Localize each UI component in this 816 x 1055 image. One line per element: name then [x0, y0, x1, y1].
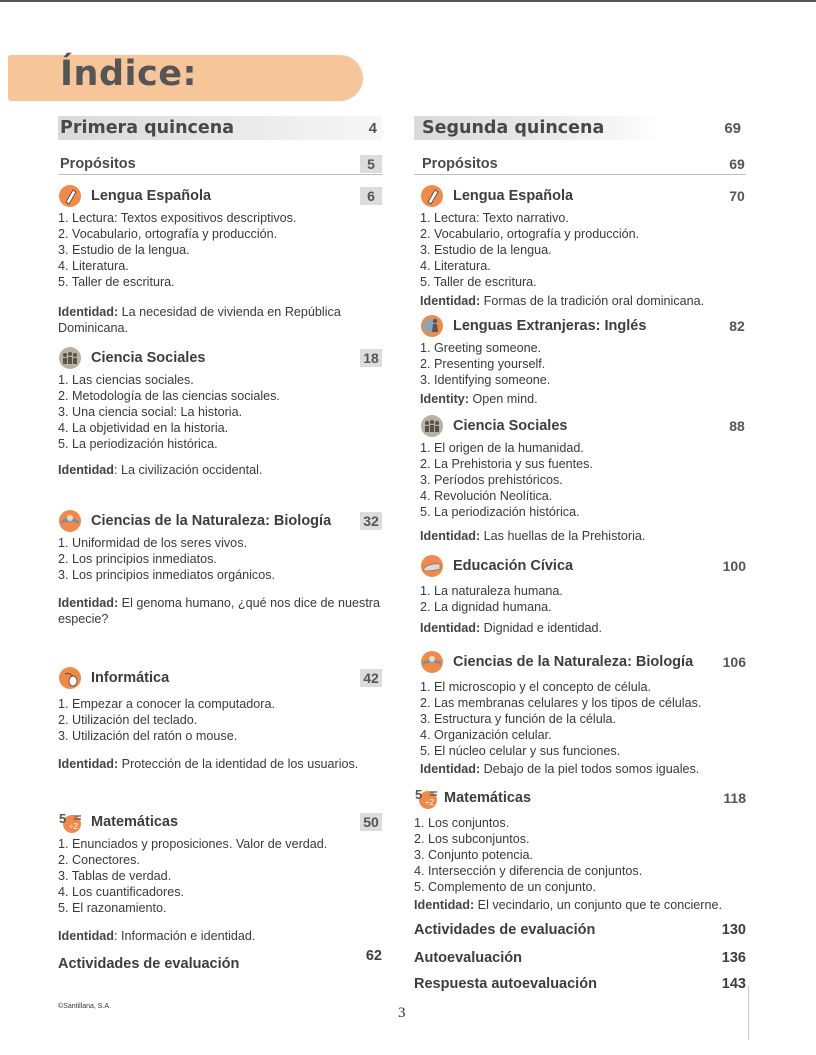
list-item: 5. El núcleo celular y sus funciones.	[420, 744, 621, 758]
topic-list	[420, 210, 746, 290]
autoevaluacion-row[interactable]	[414, 950, 746, 966]
topic-list	[420, 440, 746, 520]
section-header[interactable]	[420, 184, 746, 208]
evaluacion-page: 62	[365, 948, 382, 964]
list-item: 1. Enunciados y proposiciones. Valor de verdad.	[58, 837, 328, 851]
identity-label: Identidad:	[420, 621, 481, 635]
section-ingles	[420, 314, 746, 407]
section-page: 106	[722, 654, 746, 670]
identity-label: Identidad:	[420, 529, 481, 543]
list-item: 3. Los principios inmediatos orgánicos.	[58, 568, 276, 582]
list-item: 2. Las membranas celulares y los tipos de células.	[420, 696, 702, 710]
list-item: 3. Estructura y función de la célula.	[420, 712, 617, 726]
section-title: Lenguas Extranjeras: Inglés	[453, 318, 647, 334]
section-title: Lengua Española	[453, 188, 574, 204]
identity-label: Identidad:	[58, 305, 119, 319]
list-item: 4. Literatura.	[420, 259, 491, 273]
section-page: 70	[729, 188, 745, 204]
identity-text: Debajo de la piel todos somos iguales.	[483, 762, 700, 776]
math-icon	[58, 810, 82, 834]
people-icon	[420, 414, 444, 438]
list-item: 1. El origen de la humanidad.	[420, 441, 584, 455]
topic-list	[420, 583, 746, 615]
list-item: 3. Estudio de la lengua.	[420, 243, 552, 257]
propositos-label: Propósitos	[422, 156, 498, 172]
section-educacion-civica	[420, 554, 746, 636]
hand-icon	[420, 554, 444, 578]
autoevaluacion-page: 136	[721, 950, 746, 966]
identity-line	[58, 928, 382, 944]
list-item: 1. El microscopio y el concepto de célula.	[420, 680, 652, 694]
identity-label: Identidad	[58, 463, 114, 477]
section-page: 82	[729, 318, 745, 334]
list-item: 1. Las ciencias sociales.	[58, 373, 194, 387]
list-item: 1. Greeting someone.	[420, 341, 542, 355]
list-item: 1. Uniformidad de los seres vivos.	[58, 536, 247, 550]
identity-label: Identity:	[420, 392, 469, 406]
section-lengua-espanola	[420, 184, 746, 309]
propositos-page: 5	[360, 155, 382, 173]
section-title: Ciencia Sociales	[453, 418, 568, 434]
left-column	[58, 116, 382, 972]
section-page: 18	[360, 349, 382, 367]
identity-label: Identidad	[58, 929, 114, 943]
list-item: 3. Períodos prehistóricos.	[420, 473, 563, 487]
list-item: 2. Metodología de las ciencias sociales.	[58, 389, 280, 403]
identity-line	[420, 293, 746, 309]
identity-text: El vecindario, un conjunto que te concierne.	[477, 898, 723, 912]
section-ciencia-sociales	[420, 414, 746, 544]
quincena-title: Segunda quincena	[422, 118, 605, 138]
identity-line	[58, 462, 382, 478]
list-item: 5. Taller de escritura.	[420, 275, 537, 289]
quincena-page: 69	[724, 119, 741, 137]
list-item: 2. La Prehistoria y sus fuentes.	[420, 457, 593, 471]
list-item: 2. Los principios inmediatos.	[58, 552, 217, 566]
section-title: Educación Cívica	[453, 558, 574, 574]
list-item: 5. Complemento de un conjunto.	[414, 880, 597, 894]
quincena-page: 4	[368, 119, 377, 137]
list-item: 2. Conectores.	[58, 853, 140, 867]
list-item: 4. Organización celular.	[420, 728, 552, 742]
propositos-row[interactable]	[58, 154, 382, 175]
list-item: 1. Lectura: Textos expositivos descriptivos.	[58, 211, 297, 225]
identity-line	[414, 897, 746, 913]
topic-list	[58, 210, 382, 290]
mouse-icon	[58, 666, 82, 690]
section-title: Ciencias de la Naturaleza: Biología	[453, 654, 694, 670]
edge-line	[748, 985, 749, 1040]
respuesta-page: 143	[721, 976, 746, 992]
identity-line	[420, 620, 746, 636]
evaluacion-page: 130	[721, 922, 746, 938]
list-item: 5. Taller de escritura.	[58, 275, 175, 289]
list-item: 2. Vocabulario, ortografía y producción.	[58, 227, 278, 241]
identity-line	[58, 595, 382, 627]
section-ciencia-sociales	[58, 346, 382, 478]
page-number: 3	[398, 1005, 406, 1021]
section-title: Ciencias de la Naturaleza: Biología	[91, 513, 332, 529]
respuesta-label: Respuesta autoevaluación	[414, 976, 597, 992]
section-header[interactable]	[414, 786, 746, 810]
section-header[interactable]	[420, 554, 746, 578]
quincena-title: Primera quincena	[60, 118, 235, 138]
section-biologia	[58, 509, 382, 627]
section-header[interactable]	[58, 666, 382, 690]
section-page: 6	[360, 187, 382, 205]
section-title: Informática	[91, 670, 170, 686]
list-item: 5. La periodización histórica.	[420, 505, 580, 519]
topic-list	[414, 815, 746, 895]
evaluacion-row-right[interactable]	[414, 922, 746, 938]
section-header[interactable]	[420, 414, 746, 438]
topic-list	[58, 372, 382, 452]
topic-list	[420, 679, 746, 759]
people-icon	[58, 346, 82, 370]
section-header[interactable]	[58, 810, 382, 834]
identity-text: Protección de la identidad de los usuarios.	[121, 757, 359, 771]
list-item: 4. Los cuantificadores.	[58, 885, 185, 899]
section-header[interactable]	[420, 314, 746, 338]
propositos-row[interactable]	[414, 154, 746, 175]
list-item: 4. Revolución Neolítica.	[420, 489, 553, 503]
topic-list	[58, 535, 382, 583]
section-title: Matemáticas	[91, 814, 179, 830]
list-item: 3. Conjunto potencia.	[414, 848, 534, 862]
section-title: Ciencia Sociales	[91, 350, 206, 366]
identity-text: : Información e identidad.	[113, 929, 256, 943]
earth-icon	[58, 509, 82, 533]
top-rule	[0, 0, 816, 2]
identity-text: Formas de la tradición oral dominicana.	[483, 294, 705, 308]
list-item: 1. Empezar a conocer la computadora.	[58, 697, 276, 711]
identity-text: La necesidad de vivienda en República Dominicana.	[58, 305, 341, 335]
earth-icon	[420, 650, 444, 674]
section-biologia	[420, 650, 746, 777]
list-item: 3. Una ciencia social: La historia.	[58, 405, 243, 419]
topic-list	[58, 696, 382, 744]
section-header[interactable]	[58, 509, 382, 533]
section-matematicas	[58, 810, 382, 944]
identity-label: Identidad:	[420, 762, 481, 776]
list-item: 2. La dignidad humana.	[420, 600, 552, 614]
topic-list	[420, 340, 746, 388]
list-item: 2. Vocabulario, ortografía y producción.	[420, 227, 640, 241]
propositos-page: 69	[729, 156, 745, 172]
math-icon	[414, 786, 438, 810]
pen-icon	[420, 184, 444, 208]
identity-label: Identidad:	[414, 898, 475, 912]
identity-text: Las huellas de la Prehistoria.	[483, 529, 646, 543]
list-item: 3. Tablas de verdad.	[58, 869, 172, 883]
identity-line	[420, 391, 746, 407]
autoevaluacion-label: Autoevaluación	[414, 950, 522, 966]
quincena-header-left	[58, 116, 382, 140]
section-header[interactable]	[58, 184, 382, 208]
identity-text: Dignidad e identidad.	[483, 621, 603, 635]
right-column	[414, 116, 746, 992]
identity-text: : La civilización occidental.	[113, 463, 263, 477]
respuesta-row[interactable]	[414, 976, 746, 992]
quincena-header-right	[414, 116, 746, 140]
section-page: 88	[729, 418, 745, 434]
list-item: 4. Intersección y diferencia de conjuntos.	[414, 864, 643, 878]
section-page: 32	[360, 512, 382, 530]
section-page: 50	[360, 813, 382, 831]
identity-label: Identidad:	[58, 757, 119, 771]
section-page: 42	[360, 669, 382, 687]
list-item: 4. La objetividad en la historia.	[58, 421, 229, 435]
svg-text:5: 5	[415, 787, 423, 802]
list-item: 1. La naturaleza humana.	[420, 584, 563, 598]
list-item: 1. Los conjuntos.	[414, 816, 510, 830]
list-item: 3. Identifying someone.	[420, 373, 551, 387]
section-lengua-espanola	[58, 184, 382, 336]
identity-label: Identidad:	[420, 294, 481, 308]
svg-text:÷2: ÷2	[425, 798, 434, 807]
propositos-label: Propósitos	[60, 156, 136, 172]
svg-text:÷2: ÷2	[69, 822, 78, 831]
list-item: 2. Presenting yourself.	[420, 357, 546, 371]
svg-text:5: 5	[59, 811, 67, 826]
page-title: Índice:	[60, 54, 197, 94]
section-matematicas	[414, 786, 746, 913]
identity-line	[58, 756, 382, 772]
identity-line	[58, 304, 382, 336]
identity-line	[420, 528, 746, 544]
identity-label: Identidad:	[58, 596, 119, 610]
list-item: 4. Literatura.	[58, 259, 129, 273]
section-informatica	[58, 666, 382, 772]
list-item: 1. Lectura: Texto narrativo.	[420, 211, 569, 225]
topic-list	[58, 836, 382, 916]
section-header[interactable]	[420, 650, 746, 674]
list-item: 3. Estudio de la lengua.	[58, 243, 190, 257]
list-item: 5. La periodización histórica.	[58, 437, 218, 451]
section-page: 118	[723, 790, 746, 806]
copyright: ©Santillana, S.A.	[58, 1003, 112, 1010]
identity-text: Open mind.	[472, 392, 538, 406]
evaluacion-label: Actividades de evaluación	[414, 922, 596, 938]
section-title: Lengua Española	[91, 188, 212, 204]
pen-icon	[58, 184, 82, 208]
list-item: 3. Utilización del ratón o mouse.	[58, 729, 238, 743]
section-title: Matemáticas	[444, 790, 532, 806]
evaluacion-label: Actividades de evaluación	[58, 956, 240, 972]
section-page: 100	[722, 558, 746, 574]
evaluacion-row-left[interactable]	[58, 948, 382, 972]
list-item: 2. Utilización del teclado.	[58, 713, 198, 727]
globe-person-icon	[420, 314, 444, 338]
list-item: 5. El razonamiento.	[58, 901, 167, 915]
section-header[interactable]	[58, 346, 382, 370]
list-item: 2. Los subconjuntos.	[414, 832, 530, 846]
identity-text: El genoma humano, ¿qué nos dice de nuestra especie?	[58, 596, 381, 626]
identity-line	[420, 761, 746, 777]
